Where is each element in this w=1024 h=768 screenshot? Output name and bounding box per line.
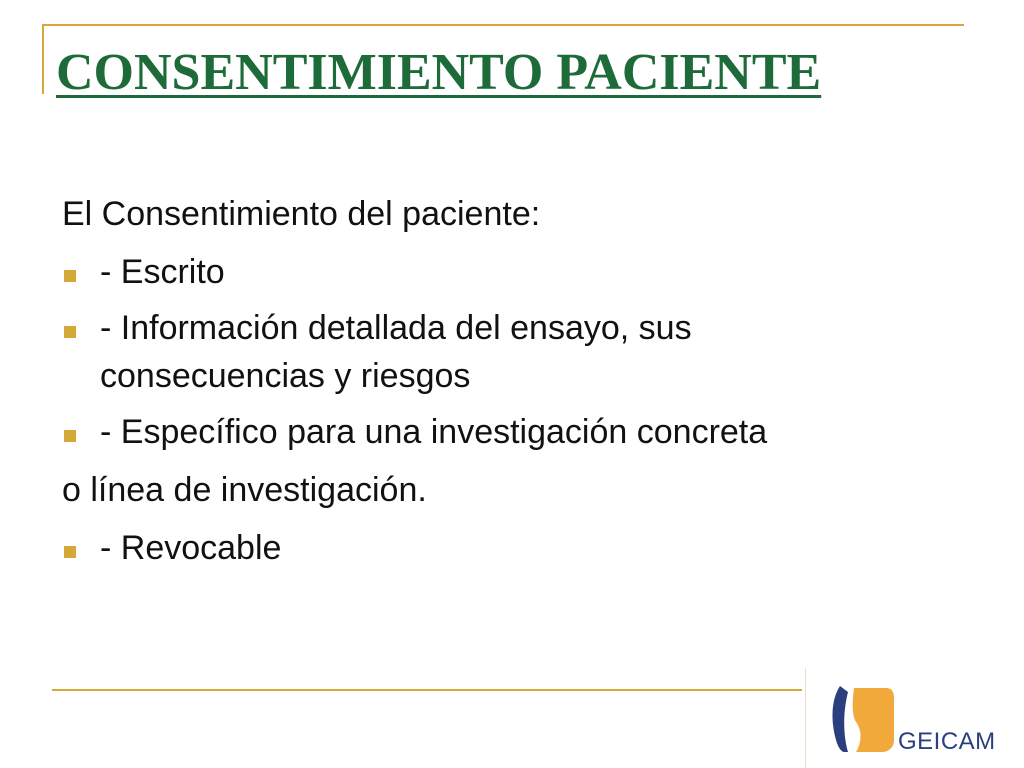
slide-body [62, 188, 962, 572]
logo-text: GEICAM [898, 728, 996, 755]
bullet-text: - Información detallada del ensayo, sus consecuencias y riesgos [100, 309, 692, 395]
intro-text: El Consentimiento del paciente: [62, 195, 541, 233]
bullet-item [62, 304, 962, 400]
bullet-item [62, 248, 962, 296]
bullet-item [62, 408, 962, 456]
square-bullet-icon [64, 546, 76, 558]
continuation-text: o línea de investigación. [62, 471, 427, 509]
geicam-logo [805, 668, 1024, 768]
slide-title: CONSENTIMIENTO PACIENTE [56, 44, 822, 101]
title-frame-top-line [42, 24, 964, 26]
bullet-text: - Revocable [100, 529, 282, 567]
geicam-logo-icon [826, 682, 896, 758]
square-bullet-icon [64, 270, 76, 282]
bullet-item [62, 524, 962, 572]
bullet-text: - Escrito [100, 253, 225, 291]
footer-divider [52, 689, 802, 691]
square-bullet-icon [64, 326, 76, 338]
title-frame-left-line [42, 24, 44, 94]
bullet-text: - Específico para una investigación concreta [100, 413, 768, 451]
square-bullet-icon [64, 430, 76, 442]
